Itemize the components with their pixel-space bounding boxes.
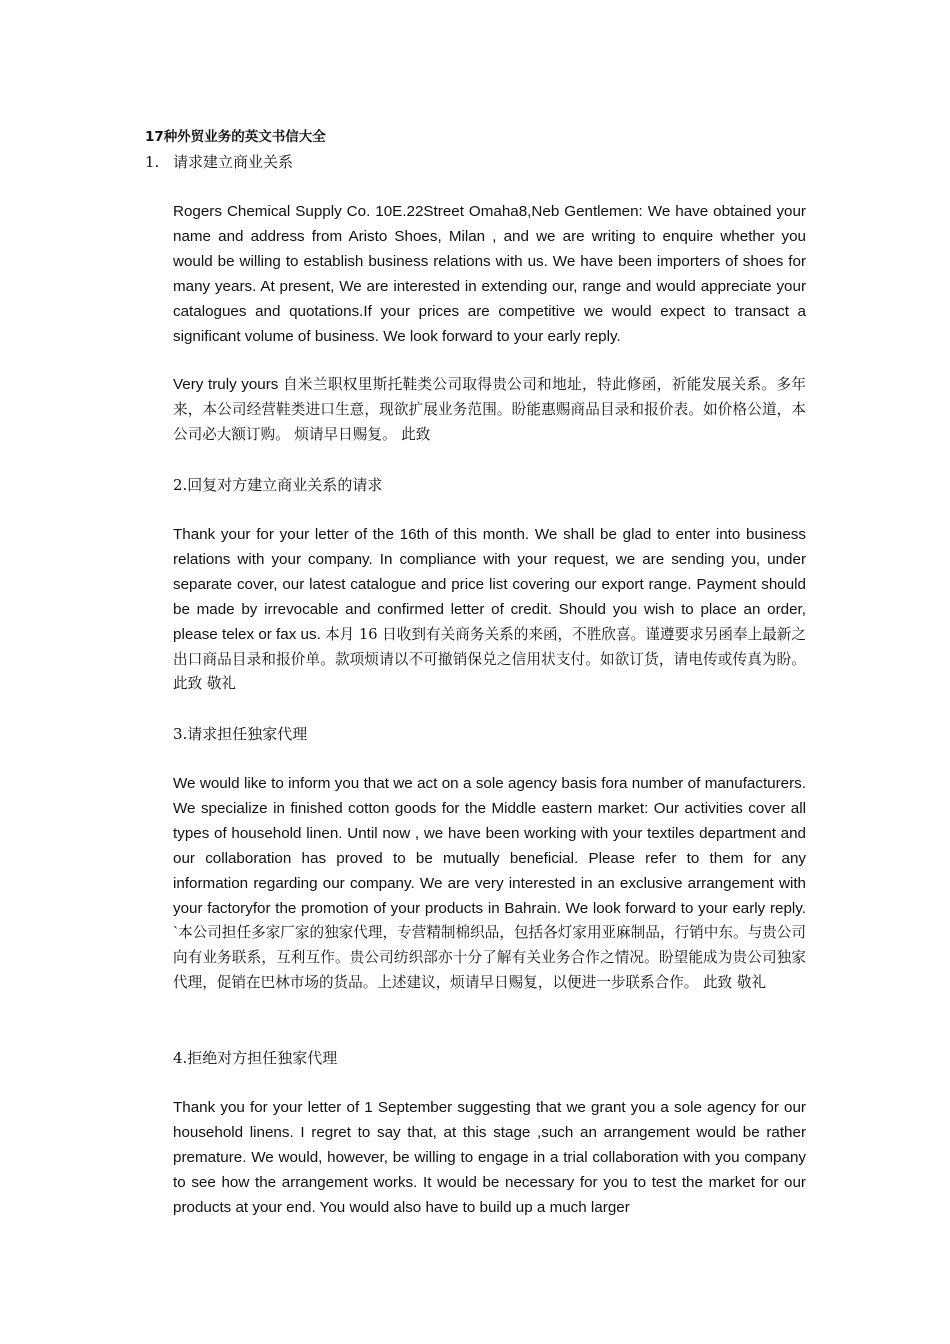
section-3-heading: 3.请求担任独家代理: [173, 725, 308, 743]
section-2-chinese: 本月 16 日收到有关商务关系的来函，不胜欣喜。谨遵要求另函奉上最新之出口商品目录和报价单。款项烦请以不可撤销保兑之信用状支付。如欲订货，请电传或传真为盼。 此致 敬礼: [173, 625, 806, 693]
section-2-english: Thank your for your letter of the 16th of this month. We shall be glad to enter into business relations with your company. In compliance with your request, we are sending you, under separate cover, our latest catalogue and price list covering our export range. Payment should be made by irrevocable and confirmed letter of credit. Should you wish to place an order, please telex or fax us.: [173, 526, 806, 643]
letter-1-chinese: 自米兰职权里斯托鞋类公司取得贵公司和地址，特此修函，祈能发展关系。多年来，本公司经营鞋类进口生意，现欲扩展业务范围。盼能惠赐商品目录和报价表。如价格公道，本公司必大额订购。 烦请早日赐复。 此致: [173, 376, 806, 443]
section-3-chinese: 本公司担任多家厂家的独家代理，专营精制棉织品，包括各灯家用亚麻制品，行销中东。与贵公司向有业务联系，互利互作。贵公司纺织部亦十分了解有关业务合作之情况。盼望能成为贵公司独家代理，促销在巴林市场的货品。上述建议，烦请早日赐复，以便进一步联系合作。 此致 敬礼: [173, 924, 806, 992]
section-4-heading: 4.拒绝对方担任独家代理: [173, 1049, 338, 1067]
section-2-letter: [173, 523, 806, 697]
section-3-letter: [173, 772, 806, 996]
letter-1-closing: Very truly yours: [173, 376, 283, 393]
section-3-english: We would like to inform you that we act on a sole agency basis fora number of manufacturers. We specialize in finished cotton goods for the Middle eastern market: Our activities cover all types of household linen. Until now , we have been working with your textiles department and our collaboration has proved to be mutually beneficial. Please refer to them for any information regarding our company. We are very interested in an exclusive arrangement with your factoryfor the promotion of your products in Bahrain. We look forward to your early reply. `: [173, 775, 806, 942]
section-1-heading: [145, 152, 293, 172]
letter-1-english: Rogers Chemical Supply Co. 10E.22Street Omaha8,Neb Gentlemen: We have obtained your name and address from Aristo Shoes, Milan , and we are writing to enquire whether you would be willing to establish business relations with us. We have been importers of shoes for many years. At present, We are interested in extending our, range and would appreciate your catalogues and quotations.If your prices are competitive we would expect to transact a significant volume of business. We look forward to your early reply.: [173, 203, 806, 345]
section-4-english: Thank you for your letter of 1 September suggesting that we grant you a sole agency for our household linens. I regret to say that, at this stage ,such an arrangement would be rather premature. We would, however, be willing to engage in a trial collaboration with you company to see how the arrangement works. It would be necessary for you to test the market for our products at your end. You would also have to build up a much larger: [173, 1099, 806, 1216]
section-1-title: 请求建立商业关系: [173, 153, 294, 171]
section-2-heading: 2.回复对方建立商业关系的请求: [173, 476, 383, 494]
letter-1-translation: [173, 373, 806, 448]
document-title: 17种外贸业务的英文书信大全: [145, 129, 326, 145]
section-1-number: 1.: [145, 153, 160, 171]
